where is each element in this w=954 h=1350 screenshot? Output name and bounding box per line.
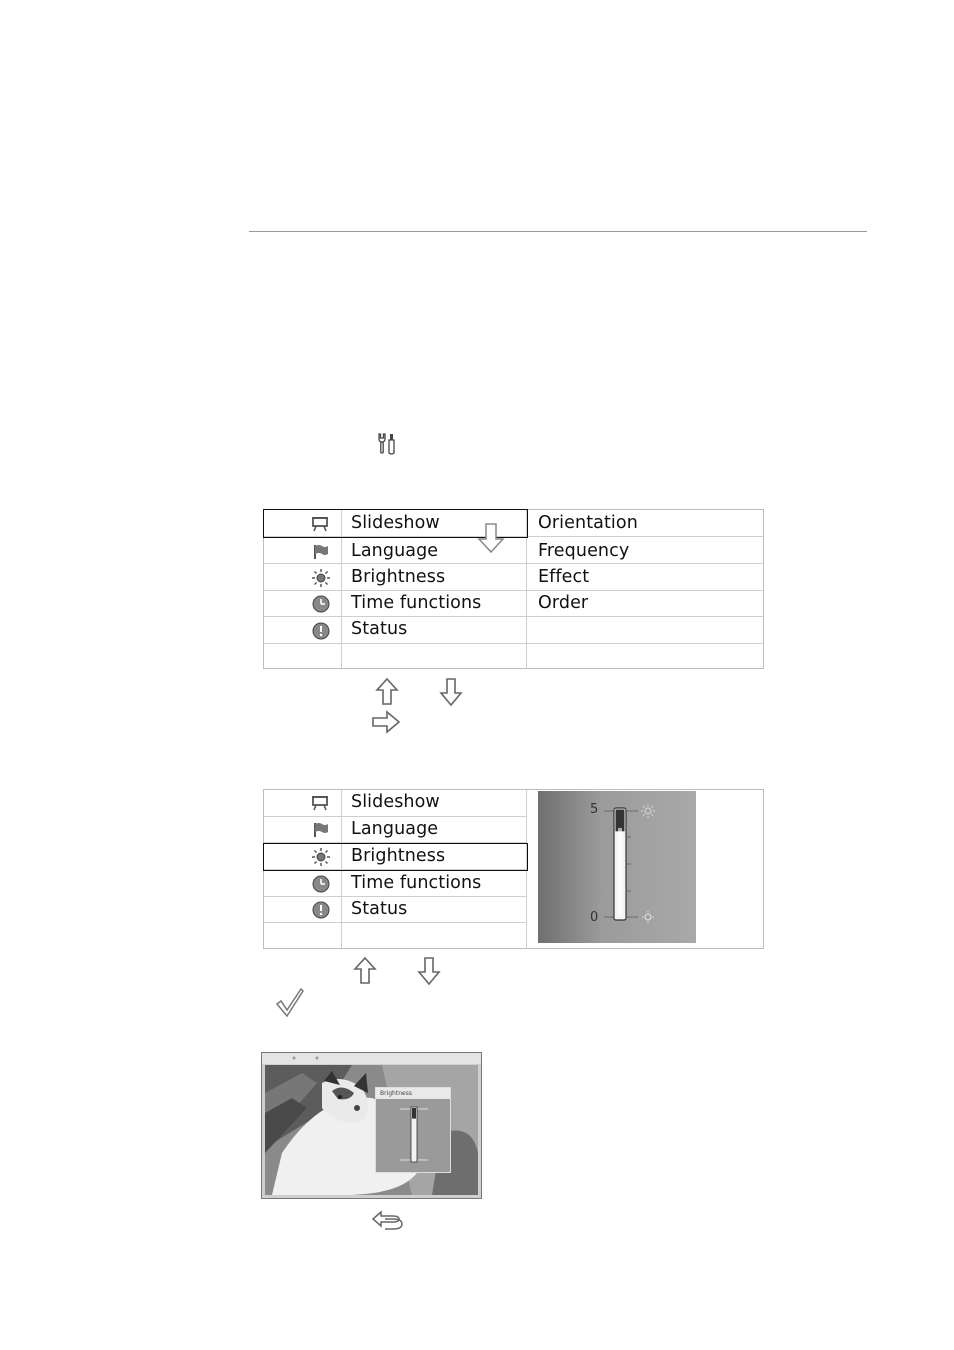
up-arrow-icon (375, 677, 399, 707)
menu-row[interactable] (264, 537, 763, 564)
status-icon (311, 621, 331, 641)
menu-item-status[interactable]: Status (351, 899, 408, 919)
menu-item-language[interactable]: Language (351, 541, 439, 561)
menu-item-brightness[interactable]: Brightness (351, 567, 446, 587)
brightness-overlay-panel (375, 1087, 451, 1173)
slider-min-label: 0 (590, 910, 599, 925)
sun-max-icon (641, 804, 655, 818)
slideshow-icon (310, 514, 330, 534)
frame-screen-photo (261, 1052, 482, 1199)
menu-item-slideshow[interactable]: Slideshow (351, 792, 440, 812)
sun-min-icon (642, 911, 654, 923)
brightness-icon (311, 568, 331, 588)
language-flag-icon (311, 542, 331, 562)
menu-row[interactable] (264, 564, 763, 591)
submenu-item-frequency[interactable]: Frequency (538, 541, 630, 561)
brightness-slider[interactable] (598, 800, 662, 932)
down-arrow-icon (439, 677, 463, 707)
checkmark-ok-icon (275, 987, 305, 1019)
settings-icon (375, 432, 399, 456)
up-arrow-icon (353, 956, 377, 986)
overlay-title: Brightness (376, 1088, 450, 1099)
menu-item-status[interactable]: Status (351, 619, 408, 639)
language-flag-icon (311, 820, 331, 840)
right-arrow-icon (371, 710, 401, 734)
clock-icon (311, 594, 331, 614)
slider-max-label: 5 (590, 802, 599, 817)
brightness-icon (311, 847, 331, 867)
submenu-item-orientation[interactable]: Orientation (538, 513, 638, 533)
down-arrow-icon (417, 956, 441, 986)
menu-item-time-functions[interactable]: Time functions (351, 593, 482, 613)
submenu-item-effect[interactable]: Effect (538, 567, 590, 587)
down-arrow-cursor-icon (477, 522, 505, 554)
overlay-brightness-slider (376, 1099, 450, 1169)
menu-row[interactable] (264, 590, 763, 617)
menu-item-brightness[interactable]: Brightness (351, 846, 446, 866)
menu-item-slideshow[interactable]: Slideshow (351, 513, 440, 533)
submenu-item-order[interactable]: Order (538, 593, 589, 613)
slideshow-icon (310, 793, 330, 813)
menu-row[interactable] (264, 617, 763, 644)
header-rule (249, 231, 867, 232)
settings-menu-1 (263, 509, 764, 669)
menu-item-time-functions[interactable]: Time functions (351, 873, 482, 893)
clock-icon (311, 874, 331, 894)
menu-item-language[interactable]: Language (351, 819, 439, 839)
back-return-icon (371, 1208, 405, 1232)
status-icon (311, 900, 331, 920)
